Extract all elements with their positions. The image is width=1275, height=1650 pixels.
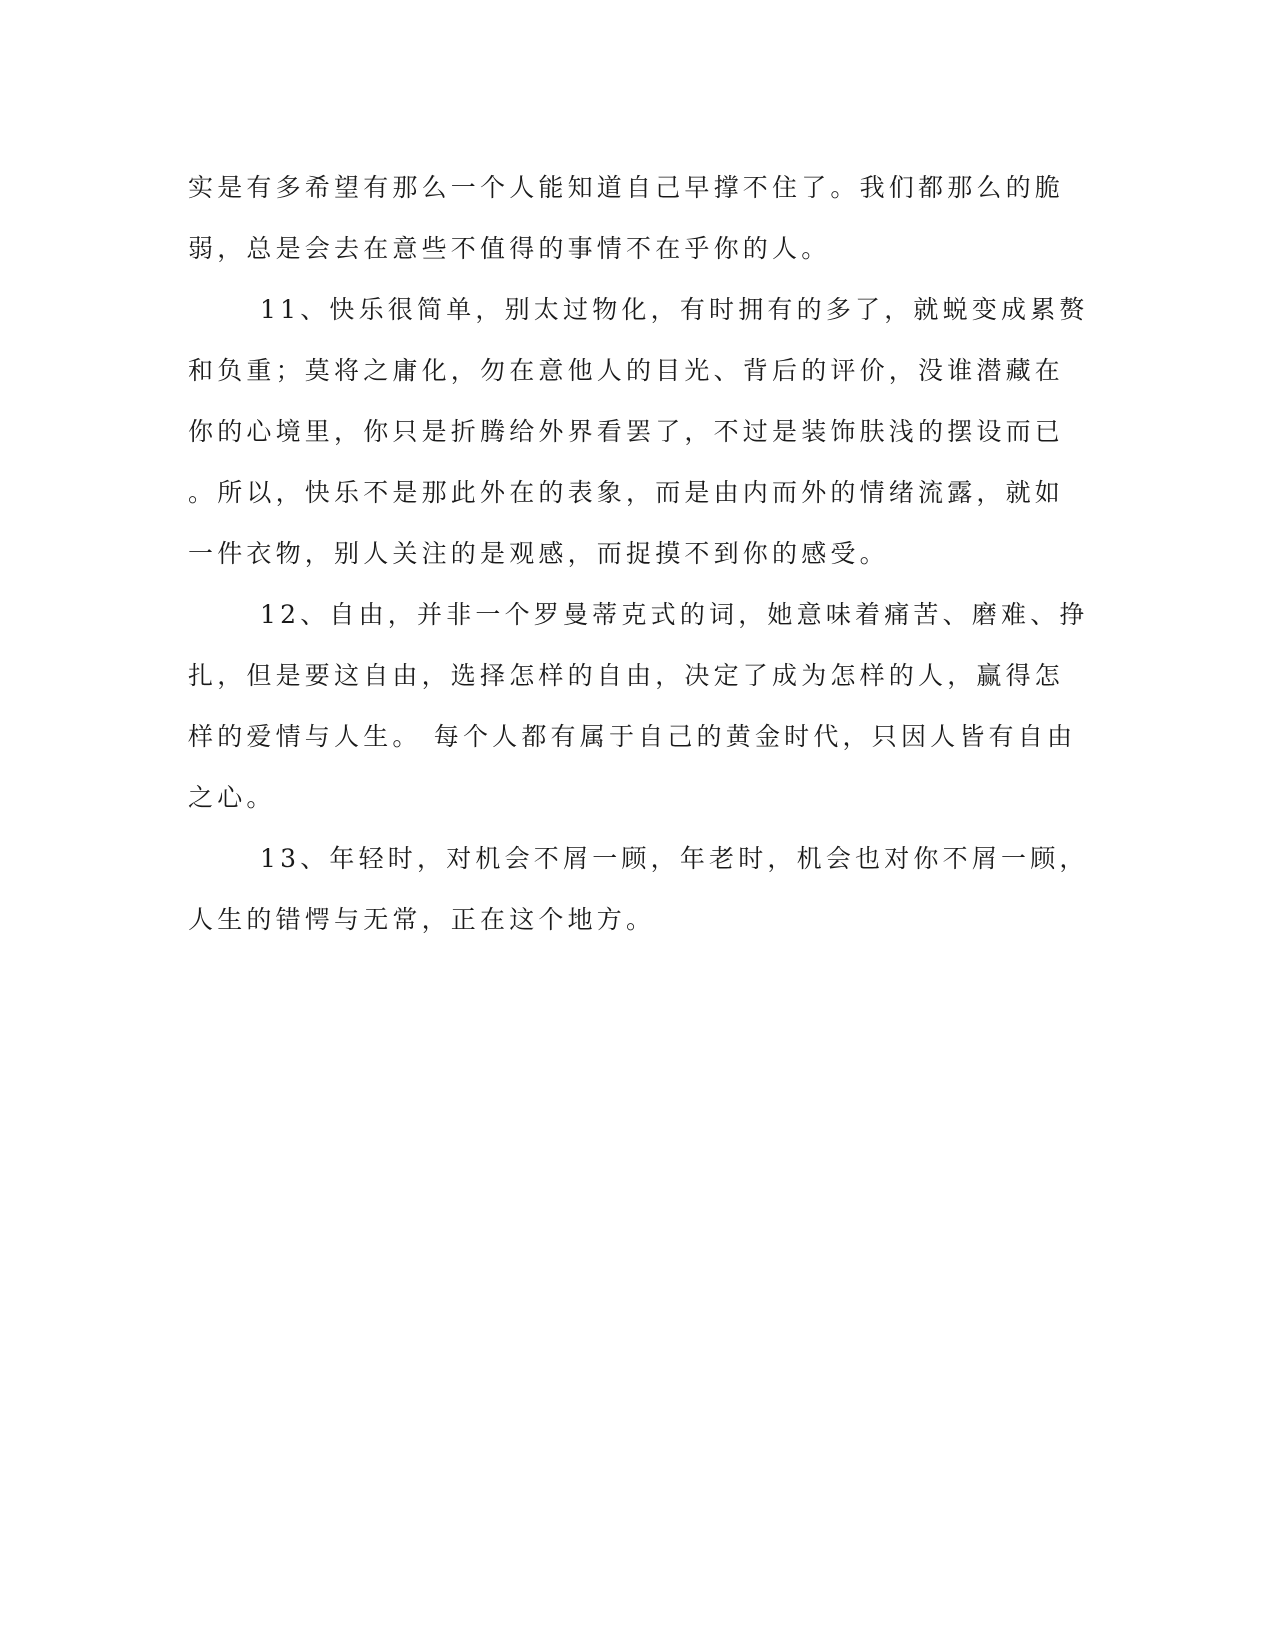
text-line: 弱，总是会去在意些不值得的事情不在乎你的人。 (188, 234, 831, 263)
text-line: 人生的错愕与无常，正在这个地方。 (188, 905, 656, 934)
paragraph-start-line: 11、快乐很简单，别太过物化，有时拥有的多了，就蜕变成累赘 (260, 295, 1089, 324)
paragraph-start-line: 13、年轻时，对机会不屑一顾，年老时，机会也对你不屑一顾， (260, 844, 1089, 873)
text-line: 扎，但是要这自由，选择怎样的自由，决定了成为怎样的人，赢得怎 (188, 661, 1065, 690)
text-line: 一件衣物，别人关注的是观感，而捉摸不到你的感受。 (188, 539, 889, 568)
text-line: 。所以，快乐不是那此外在的表象，而是由内而外的情绪流露，就如 (188, 478, 1065, 507)
text-line: 你的心境里，你只是折腾给外界看罢了，不过是装饰肤浅的摆设而已 (188, 417, 1065, 446)
text-line: 实是有多希望有那么一个人能知道自己早撑不住了。我们都那么的脆 (188, 173, 1065, 202)
text-line: 之心。 (188, 783, 276, 812)
text-line: 和负重；莫将之庸化，勿在意他人的目光、背后的评价，没谁潜藏在 (188, 356, 1065, 385)
text-line: 样的爱情与人生。 每个人都有属于自己的黄金时代，只因人皆有自由 (188, 722, 1077, 751)
paragraph-start-line: 12、自由，并非一个罗曼蒂克式的词，她意味着痛苦、磨难、挣 (260, 600, 1089, 629)
